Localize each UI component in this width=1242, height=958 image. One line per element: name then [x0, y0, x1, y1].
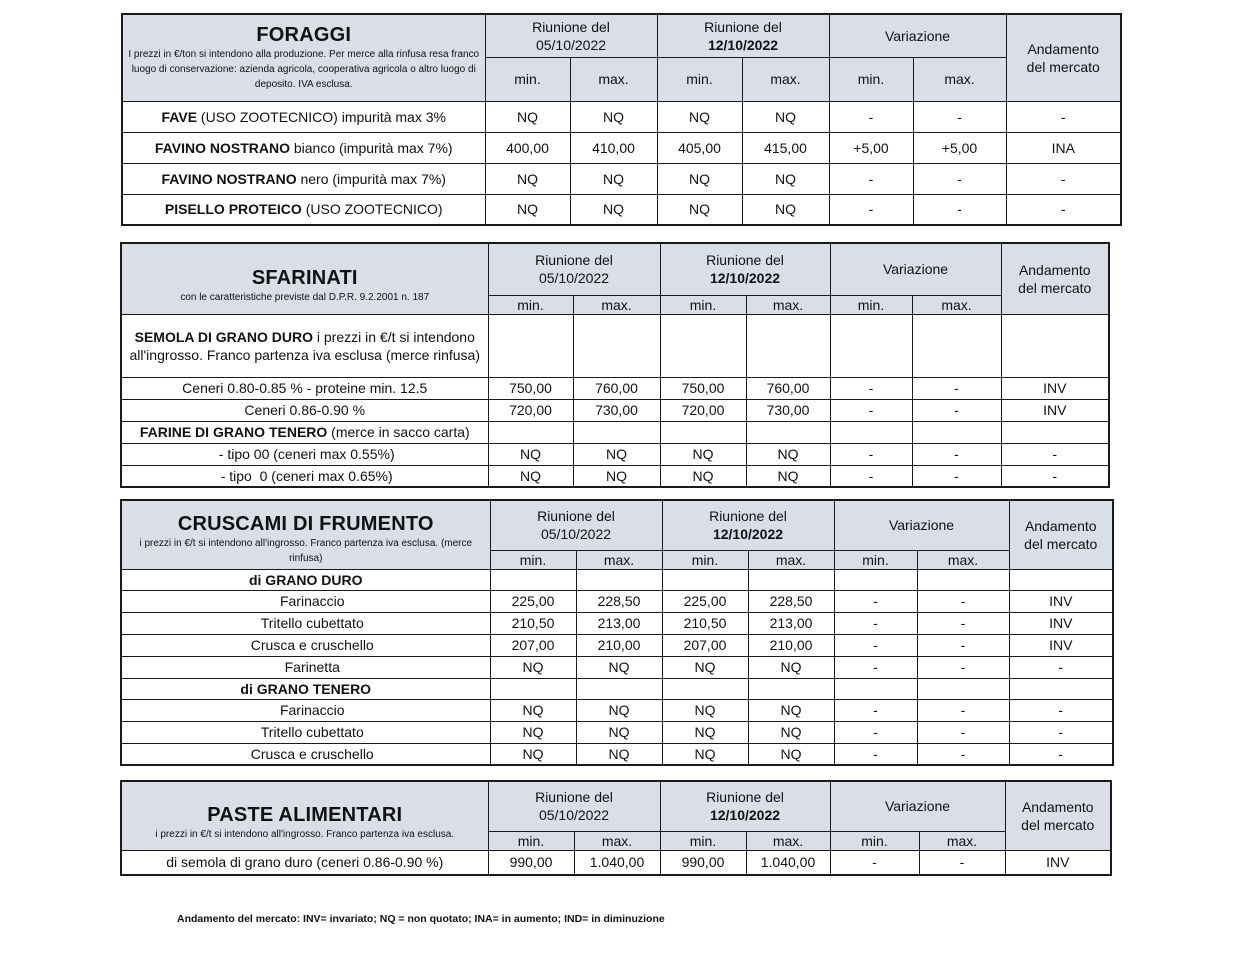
cell-curr-min: 750,00 — [660, 377, 746, 399]
cell-var-min: - — [830, 850, 919, 875]
row-label: Farinaccio — [121, 699, 490, 721]
cell-var-max: - — [913, 163, 1006, 194]
andamento-line2: del mercato — [1018, 279, 1092, 296]
min-header: min. — [490, 550, 576, 569]
cell-andamento: INV — [1005, 850, 1111, 875]
meeting-label: Riunione del — [537, 508, 615, 525]
cell-var-min: - — [834, 634, 917, 656]
table-row — [121, 699, 1113, 721]
empty-cell — [660, 421, 746, 443]
cell-prev-max: NQ — [576, 721, 662, 743]
row-label: - tipo 00 (ceneri max 0.55%) — [121, 443, 488, 465]
cell-prev-max: 1.040,00 — [574, 850, 660, 875]
max-header: max. — [576, 550, 662, 569]
variazione-header: Variazione — [834, 500, 1009, 550]
cell-prev-min: 750,00 — [488, 377, 573, 399]
cell-curr-min: NQ — [662, 743, 748, 765]
cell-var-max: - — [917, 699, 1009, 721]
row-label-bold: FAVINO NOSTRANO — [161, 170, 297, 187]
meeting-date-prev: 05/10/2022 — [540, 526, 612, 543]
cell-prev-max: 730,00 — [573, 399, 660, 421]
table-row — [121, 612, 1113, 634]
min-header: min. — [829, 57, 913, 101]
cell-var-max: - — [912, 377, 1001, 399]
empty-cell — [662, 569, 748, 590]
andamento-line2: del mercato — [1021, 816, 1095, 833]
cell-curr-min: 207,00 — [662, 634, 748, 656]
cell-var-max: - — [917, 656, 1009, 678]
row-label-bold: FAVE — [161, 108, 198, 125]
min-header: min. — [660, 295, 746, 314]
andamento-line1: Andamento — [1021, 798, 1094, 815]
row-label: - tipo 0 (ceneri max 0.65%) — [121, 465, 488, 487]
meeting-label: Riunione del — [532, 18, 610, 35]
cell-curr-min: 405,00 — [657, 132, 742, 163]
cell-curr-max: 760,00 — [746, 377, 830, 399]
row-label: Crusca e cruschello — [121, 743, 490, 765]
table-row — [121, 465, 1109, 487]
paste-title-cell — [121, 781, 488, 850]
cell-prev-min: NQ — [485, 101, 570, 132]
cell-prev-min: NQ — [490, 656, 576, 678]
cell-var-min: - — [829, 101, 913, 132]
cell-curr-min: 225,00 — [662, 590, 748, 612]
cell-prev-min: 720,00 — [488, 399, 573, 421]
variazione-header: Variazione — [830, 781, 1005, 831]
semola-bold: SEMOLA DI GRANO DURO — [134, 328, 313, 345]
cell-curr-max: 415,00 — [742, 132, 829, 163]
empty-cell — [748, 569, 834, 590]
cell-prev-max: NQ — [573, 465, 660, 487]
cell-curr-max: 228,50 — [748, 590, 834, 612]
meeting-label: Riunione del — [709, 508, 787, 525]
sfarinati-table — [120, 242, 1110, 488]
cell-curr-max: NQ — [748, 743, 834, 765]
variazione-header: Variazione — [829, 14, 1006, 57]
cell-curr-min: NQ — [660, 443, 746, 465]
meeting-label: Riunione del — [535, 789, 613, 806]
cruscami-body-b — [121, 699, 1113, 765]
cell-prev-max: NQ — [570, 101, 657, 132]
cell-prev-min: NQ — [488, 443, 573, 465]
cell-andamento: - — [1009, 721, 1113, 743]
cell-curr-max: NQ — [748, 656, 834, 678]
table-row — [121, 850, 1111, 875]
cell-var-max: - — [917, 721, 1009, 743]
andamento-line1: Andamento — [1018, 261, 1091, 278]
cell-prev-min: 990,00 — [488, 850, 574, 875]
cell-var-min: - — [830, 465, 912, 487]
cell-curr-min: NQ — [662, 721, 748, 743]
cell-var-max: - — [919, 850, 1005, 875]
min-header: min. — [662, 550, 748, 569]
empty-cell — [834, 678, 917, 699]
cell-andamento: INV — [1001, 399, 1109, 421]
row-label: Tritello cubettato — [121, 612, 490, 634]
sfarinati-body-a — [121, 377, 1109, 421]
grano-duro-group-row — [121, 569, 1113, 590]
max-header: max. — [742, 57, 829, 101]
table-row — [122, 132, 1121, 163]
meeting-prev-header — [490, 500, 662, 550]
cell-curr-max: NQ — [746, 465, 830, 487]
grano-tenero-label: di GRANO TENERO — [121, 678, 490, 699]
empty-cell — [1009, 569, 1113, 590]
empty-cell — [573, 314, 660, 377]
andamento-line2: del mercato — [1026, 58, 1100, 75]
cell-var-min: - — [834, 612, 917, 634]
cell-var-max: - — [917, 634, 1009, 656]
meeting-prev-header — [488, 781, 660, 831]
empty-cell — [917, 569, 1009, 590]
cell-andamento: - — [1006, 101, 1121, 132]
cell-prev-max: NQ — [576, 699, 662, 721]
cell-var-max: - — [917, 612, 1009, 634]
cell-var-min: - — [834, 699, 917, 721]
cell-prev-min: NQ — [485, 194, 570, 225]
row-label-rest: (USO ZOOTECNICO) impurità max 3% — [197, 108, 446, 125]
cruscami-table — [120, 499, 1114, 766]
paste-body — [121, 850, 1111, 875]
empty-cell — [746, 421, 830, 443]
cell-curr-max: 210,00 — [748, 634, 834, 656]
cell-curr-max: NQ — [742, 163, 829, 194]
meeting-curr-header — [662, 500, 834, 550]
empty-cell — [488, 314, 573, 377]
empty-cell — [912, 314, 1001, 377]
max-header: max. — [917, 550, 1009, 569]
max-header: max. — [570, 57, 657, 101]
min-header: min. — [488, 295, 573, 314]
meeting-curr-header — [657, 14, 829, 57]
table-row — [121, 634, 1113, 656]
cell-andamento: INV — [1009, 612, 1113, 634]
cell-var-max: - — [917, 743, 1009, 765]
table-row — [122, 194, 1121, 225]
meeting-label: Riunione del — [706, 789, 784, 806]
max-header: max. — [919, 831, 1005, 850]
empty-cell — [912, 421, 1001, 443]
table-row — [122, 163, 1121, 194]
cell-var-min: - — [834, 656, 917, 678]
footnote-legend: Andamento del mercato: INV= invariato; NQ = non quotato; INA= in aumento; IND= in diminuzione — [177, 913, 665, 925]
min-header: min. — [488, 831, 574, 850]
cell-curr-max: 1.040,00 — [746, 850, 830, 875]
meeting-label: Riunione del — [704, 18, 782, 35]
row-label: Tritello cubettato — [121, 721, 490, 743]
sfarinati-subtitle: con le caratteristiche previste dal D.P.R. 9.2.2001 n. 187 — [180, 292, 430, 304]
row-label-rest: bianco (impurità max 7%) — [289, 139, 453, 156]
cell-curr-max: NQ — [742, 101, 829, 132]
cell-curr-min: NQ — [657, 194, 742, 225]
grano-tenero-group-row — [121, 678, 1113, 699]
cell-prev-max: 228,50 — [576, 590, 662, 612]
cell-var-max: - — [913, 194, 1006, 225]
foraggi-table — [121, 13, 1122, 226]
cell-var-min: - — [834, 590, 917, 612]
meeting-date-prev: 05/10/2022 — [538, 270, 610, 287]
meeting-date-prev: 05/10/2022 — [535, 36, 607, 53]
meeting-date-curr: 12/10/2022 — [707, 36, 779, 53]
cell-andamento: INV — [1009, 634, 1113, 656]
cell-prev-max: NQ — [570, 194, 657, 225]
farine-bold: FARINE DI GRANO TENERO — [139, 424, 328, 440]
cruscami-subtitle: i prezzi in €/t si intendono all'ingrosso. Franco partenza iva esclusa. (merce rinfusa) — [139, 537, 473, 564]
empty-cell — [1001, 421, 1109, 443]
min-header: min. — [830, 295, 912, 314]
cell-andamento: INA — [1006, 132, 1121, 163]
empty-cell — [490, 569, 576, 590]
cell-prev-min: NQ — [490, 743, 576, 765]
meeting-label: Riunione del — [535, 252, 613, 269]
row-label: Crusca e cruschello — [121, 634, 490, 656]
meeting-curr-header — [660, 781, 830, 831]
cell-prev-min: 207,00 — [490, 634, 576, 656]
row-label: Farinaccio — [121, 590, 490, 612]
cell-curr-min: 210,50 — [662, 612, 748, 634]
semola-group-row — [121, 314, 1109, 377]
andamento-line1: Andamento — [1024, 517, 1097, 534]
meeting-label: Riunione del — [706, 252, 784, 269]
cell-var-max: - — [913, 101, 1006, 132]
empty-cell — [490, 678, 576, 699]
foraggi-title-cell — [122, 14, 485, 101]
max-header: max. — [746, 831, 830, 850]
empty-cell — [748, 678, 834, 699]
cell-var-min: - — [830, 399, 912, 421]
min-header: min. — [830, 831, 919, 850]
cruscami-title-cell — [121, 500, 490, 569]
empty-cell — [746, 314, 830, 377]
cell-var-min: - — [829, 194, 913, 225]
sfarinati-body-b — [121, 443, 1109, 487]
cell-prev-max: 213,00 — [576, 612, 662, 634]
cell-curr-min: NQ — [657, 163, 742, 194]
andamento-header — [1001, 243, 1109, 314]
row-label — [122, 132, 485, 163]
cell-var-min: - — [829, 163, 913, 194]
meeting-date-curr: 12/10/2022 — [709, 270, 781, 287]
meeting-prev-header — [485, 14, 657, 57]
cell-curr-max: NQ — [748, 721, 834, 743]
farine-group-label — [121, 421, 488, 443]
sfarinati-title-cell — [121, 243, 488, 314]
min-header: min. — [660, 831, 746, 850]
cell-curr-min: NQ — [660, 465, 746, 487]
cell-prev-max: 410,00 — [570, 132, 657, 163]
cell-curr-max: NQ — [748, 699, 834, 721]
cell-var-min: - — [834, 743, 917, 765]
table-row — [121, 399, 1109, 421]
cell-var-max: - — [912, 399, 1001, 421]
andamento-line2: del mercato — [1024, 535, 1098, 552]
cell-var-min: +5,00 — [829, 132, 913, 163]
cell-prev-min: NQ — [490, 699, 576, 721]
max-header: max. — [748, 550, 834, 569]
meeting-date-curr: 12/10/2022 — [712, 526, 784, 543]
cruscami-title: CRUSCAMI DI FRUMENTO — [177, 512, 434, 535]
table-row — [122, 101, 1121, 132]
empty-cell — [576, 678, 662, 699]
min-header: min. — [485, 57, 570, 101]
cell-var-min: - — [834, 721, 917, 743]
andamento-line1: Andamento — [1027, 40, 1100, 57]
cell-andamento: - — [1006, 194, 1121, 225]
farine-group-row — [121, 421, 1109, 443]
empty-cell — [1009, 678, 1113, 699]
paste-title: PASTE ALIMENTARI — [207, 804, 403, 827]
empty-cell — [573, 421, 660, 443]
cell-curr-min: 990,00 — [660, 850, 746, 875]
meeting-date-prev: 05/10/2022 — [538, 807, 610, 824]
table-row — [121, 590, 1113, 612]
cell-curr-min: NQ — [662, 656, 748, 678]
farine-rest: (merce in sacco carta) — [327, 424, 470, 440]
empty-cell — [660, 314, 746, 377]
row-label-bold: PISELLO PROTEICO — [164, 201, 302, 218]
cell-prev-max: 210,00 — [576, 634, 662, 656]
cell-prev-min: NQ — [485, 163, 570, 194]
cruscami-body-a — [121, 590, 1113, 678]
table-row — [121, 443, 1109, 465]
cell-var-max: - — [912, 465, 1001, 487]
foraggi-body — [122, 101, 1121, 225]
cell-prev-min: 400,00 — [485, 132, 570, 163]
cell-andamento: - — [1001, 443, 1109, 465]
cell-curr-max: NQ — [746, 443, 830, 465]
min-header: min. — [657, 57, 742, 101]
min-header: min. — [834, 550, 917, 569]
grano-duro-label: di GRANO DURO — [121, 569, 490, 590]
sfarinati-title: SFARINATI — [251, 267, 358, 290]
meeting-prev-header — [488, 243, 660, 295]
cell-andamento: INV — [1001, 377, 1109, 399]
row-label: di semola di grano duro (ceneri 0.86-0.90 %) — [121, 850, 488, 875]
cell-prev-min: NQ — [488, 465, 573, 487]
cell-var-min: - — [830, 443, 912, 465]
cell-prev-max: 760,00 — [573, 377, 660, 399]
foraggi-subtitle: I prezzi in €/ton si intendono alla produzione. Per merce alla rinfusa resa franco luogo di conservazione: azienda agricola, cooperativa agricola o altro luogo di deposito. IVA esclusa. — [128, 49, 480, 91]
paste-table — [120, 780, 1112, 876]
semola-group-label — [121, 314, 488, 377]
empty-cell — [576, 569, 662, 590]
cell-andamento: - — [1009, 656, 1113, 678]
cell-andamento: - — [1009, 699, 1113, 721]
cell-var-min: - — [830, 377, 912, 399]
table-row — [121, 721, 1113, 743]
cell-prev-min: 210,50 — [490, 612, 576, 634]
empty-cell — [917, 678, 1009, 699]
table-row — [121, 377, 1109, 399]
empty-cell — [488, 421, 573, 443]
empty-cell — [1001, 314, 1109, 377]
cell-andamento: INV — [1009, 590, 1113, 612]
empty-cell — [830, 421, 912, 443]
cell-prev-max: NQ — [570, 163, 657, 194]
foraggi-title: FORAGGI — [256, 24, 352, 47]
cell-prev-min: NQ — [490, 721, 576, 743]
andamento-header — [1009, 500, 1113, 569]
cell-andamento: - — [1009, 743, 1113, 765]
empty-cell — [834, 569, 917, 590]
variazione-header: Variazione — [830, 243, 1001, 295]
semola-rest: i prezzi in €/t si intendono all'ingrosso. Franco partenza iva esclusa (merce rinfusa) — [129, 328, 480, 363]
cell-curr-max: 213,00 — [748, 612, 834, 634]
empty-cell — [830, 314, 912, 377]
row-label-rest: nero (impurità max 7%) — [296, 170, 446, 187]
cell-curr-min: NQ — [662, 699, 748, 721]
meeting-date-curr: 12/10/2022 — [709, 807, 781, 824]
cell-prev-max: NQ — [576, 743, 662, 765]
row-label — [122, 194, 485, 225]
row-label — [122, 163, 485, 194]
table-row — [121, 743, 1113, 765]
paste-subtitle: i prezzi in €/t si intendono all'ingrosso. Franco partenza iva esclusa. — [155, 829, 455, 841]
andamento-header — [1006, 14, 1121, 101]
row-label — [122, 101, 485, 132]
cell-var-max: - — [912, 443, 1001, 465]
andamento-header — [1005, 781, 1111, 850]
cell-curr-min: NQ — [657, 101, 742, 132]
empty-cell — [662, 678, 748, 699]
row-label: Ceneri 0.86-0.90 % — [121, 399, 488, 421]
row-label: Farinetta — [121, 656, 490, 678]
row-label-bold: FAVINO NOSTRANO — [154, 139, 290, 156]
max-header: max. — [573, 295, 660, 314]
cell-prev-min: 225,00 — [490, 590, 576, 612]
cell-prev-max: NQ — [573, 443, 660, 465]
max-header: max. — [746, 295, 830, 314]
meeting-curr-header — [660, 243, 830, 295]
cell-curr-max: NQ — [742, 194, 829, 225]
max-header: max. — [913, 57, 1006, 101]
max-header: max. — [574, 831, 660, 850]
max-header: max. — [912, 295, 1001, 314]
cell-andamento: - — [1006, 163, 1121, 194]
table-row — [121, 656, 1113, 678]
cell-andamento: - — [1001, 465, 1109, 487]
cell-var-max: - — [917, 590, 1009, 612]
row-label: Ceneri 0.80-0.85 % - proteine min. 12.5 — [121, 377, 488, 399]
row-label-rest: (USO ZOOTECNICO) — [301, 201, 443, 218]
cell-prev-max: NQ — [576, 656, 662, 678]
cell-curr-min: 720,00 — [660, 399, 746, 421]
cell-curr-max: 730,00 — [746, 399, 830, 421]
cell-var-max: +5,00 — [913, 132, 1006, 163]
